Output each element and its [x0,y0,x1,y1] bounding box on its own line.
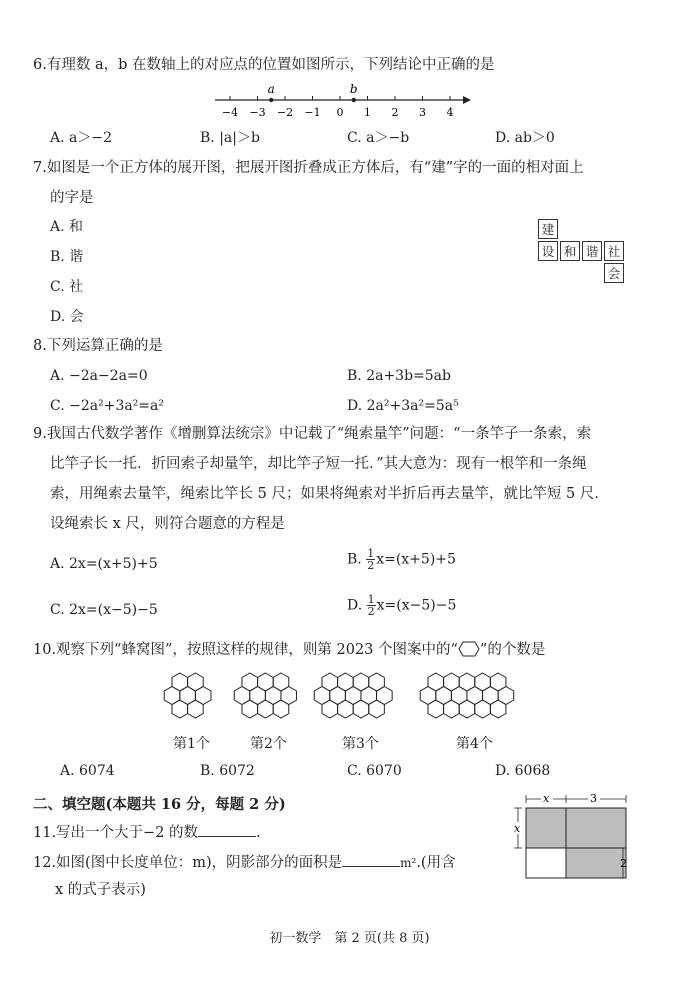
tick-label: −3 [249,106,266,119]
q9-option-b-text: x=(x+5)+5 [376,551,456,568]
hexagon [273,700,289,718]
point-b [352,98,356,102]
hexagon [258,700,274,718]
q9-option-a: A. 2x=(x+5)+5 [50,556,158,572]
label-top-right: 3 [590,792,597,805]
tick-label: −2 [276,106,294,119]
q9-line3: 索，用绳索去量竿，绳索比竿长 5 尺；如果将绳索对半折后再去量竿，就比竿短 5 尺． [50,486,609,502]
q10-stem-after: ”的个数是 [479,642,546,658]
arrow-icon [463,96,471,104]
q9-option-b-prefix: B. [347,551,362,568]
answer-blank[interactable] [198,823,256,837]
q9-line2: 比竿子长一托．折回索子却量竿，却比竿子短一托．”其大意为：现有一根竿和一条绳 [50,456,587,472]
net-cell: 会 [604,263,624,283]
q10-option-d: D. 6068 [495,763,551,779]
q12-after: .(用含 [416,855,456,871]
q10-caption-3: 第3个 [342,736,379,752]
net-cell: 建 [538,219,558,239]
q10-option-b: B. 6072 [200,763,255,779]
q10-honeycomb-figures [150,668,550,730]
q8-option-b: B. 2a+3b=5ab [347,368,451,384]
tick-label: 0 [336,106,344,119]
q12-line2: x 的式子表示) [55,882,146,898]
point-a [269,98,273,102]
net-cell: 谐 [582,241,602,261]
hexagon [444,700,460,718]
hexagon-icon [458,641,480,657]
tick-label: 1 [364,106,371,119]
honeycomb-1 [164,673,211,718]
q10-caption-4: 第4个 [456,736,493,752]
q10-stem [33,640,545,660]
label-left: x [514,822,521,835]
honeycomb-3 [314,673,392,718]
net-cell: 社 [604,241,624,261]
q11-period: . [256,825,261,841]
tick-label: 4 [446,106,454,119]
point-label: b [349,82,358,96]
q9-line4: 设绳索长 x 尺，则符合题意的方程是 [50,516,285,532]
point-label: a [267,82,275,96]
q7-option-a: A. 和 [50,219,84,235]
q9-option-d-prefix: D. [347,597,363,614]
fraction-half: $\frac{1}{2}$ [367,593,375,618]
hexagon [490,700,506,718]
tick-label: −4 [221,106,239,119]
q8-stem: 8.下列运算正确的是 [33,338,163,354]
q12-text: 12.如图(图中长度单位：m)，阴影部分的面积是 [33,855,343,871]
fraction-half: $\frac{1}{2}$ [367,547,375,572]
honeycomb-2 [234,673,296,718]
q7-option-c: C. 社 [50,279,84,295]
answer-blank[interactable] [342,853,400,867]
q11 [33,823,261,843]
q10-option-a: A. 6074 [60,763,115,779]
q7-option-d: D. 会 [50,309,84,325]
q6-stem: 6.有理数 a，b 在数轴上的对应点的位置如图所示，下列结论中正确的是 [33,57,495,73]
hexagon [475,700,491,718]
tick-label: 2 [391,106,399,119]
q6-option-d: D. ab＞0 [495,130,555,146]
q7-cube-net [538,219,628,289]
q12-figure [508,790,633,885]
hexagon [188,700,204,718]
q6-option-c: C. a＞−b [347,130,410,146]
q11-text: 11.写出一个大于−2 的数 [33,825,199,841]
q8-option-a: A. −2a−2a=0 [50,368,148,384]
q10-caption-2: 第2个 [250,736,287,752]
hexagon [322,700,338,718]
hexagon [242,700,258,718]
hexagon [353,700,369,718]
hexagon [428,700,444,718]
q9-option-d-text: x=(x−5)−5 [376,597,457,614]
honeycomb-4 [420,673,514,718]
hexagon [338,700,354,718]
label-right: 2 [620,857,627,870]
q7-stem-line1: 7.如图是一个正方体的展开图，把展开图折叠成正方体后，有“建”字的一面的相对面上 [33,160,584,176]
hexagon [459,700,475,718]
q7-option-b: B. 谐 [50,249,84,265]
q6-number-line [205,82,475,122]
net-cell: 和 [560,241,580,261]
q12 [33,853,456,873]
net-cell: 设 [538,241,558,261]
hexagon [172,700,188,718]
q10-option-c: C. 6070 [347,763,402,779]
tick-label: −1 [304,106,321,119]
q10-stem-before: 10.观察下列“蜂窝图”，按照这样的规律，则第 2023 个图案中的“ [33,642,458,658]
q6-option-b: B. |a|＞b [200,130,260,146]
label-top-left: x [543,792,550,805]
q10-caption-1: 第1个 [173,736,210,752]
tick-label: 3 [419,106,426,119]
q6-option-a: A. a＞−2 [50,130,112,146]
q9-option-c: C. 2x=(x−5)−5 [50,602,158,618]
section-title: 二、填空题(本题共 16 分，每题 2 分) [33,796,286,813]
page-footer: 初一数学 第 2 页(共 8 页) [269,931,430,946]
hexagon [369,700,385,718]
q9-option-b [347,548,456,571]
q12-unit: m² [400,856,417,870]
q8-option-c: C. −2a²+3a²=a² [50,398,164,414]
q9-option-d [347,594,456,617]
q9-line1: 9.我国古代数学著作《增删算法统宗》中记载了“绳索量竿”问题：“一条竿子一条索，索 [33,426,592,442]
q7-stem-line2: 的字是 [50,190,94,206]
q8-option-d: D. 2a²+3a²=5a⁵ [347,398,459,414]
